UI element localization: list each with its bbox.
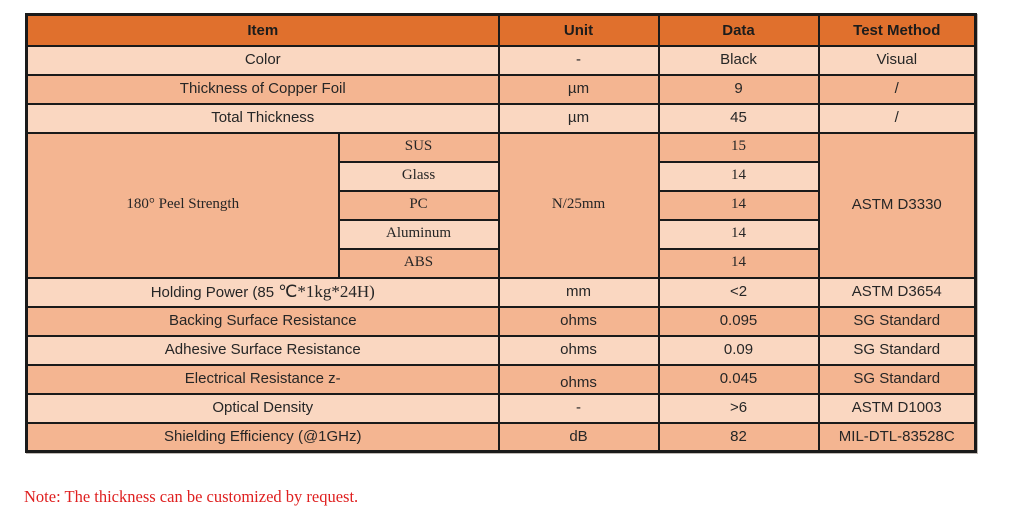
adhesive-resistance-unit-cell: ohms [499, 336, 659, 365]
peel-value-pc-cell: 14 [659, 191, 819, 220]
color-unit-cell: - [499, 46, 659, 75]
electrical-resistance-unit-text: ohms [560, 374, 597, 392]
row-total-thickness [27, 104, 976, 133]
color-method-cell: Visual [819, 46, 976, 75]
optical-density-data-cell: >6 [659, 394, 819, 423]
row-backing-resistance [27, 307, 976, 336]
total-thickness-unit-cell: µm [499, 104, 659, 133]
row-adhesive-resistance [27, 336, 976, 365]
peel-value-aluminum-cell: 14 [659, 220, 819, 249]
copper-foil-data-cell: 9 [659, 75, 819, 104]
copper-foil-method-cell: / [819, 75, 976, 104]
shielding-efficiency-item-cell: Shielding Efficiency (@1GHz) [27, 423, 499, 452]
spec-table-container [25, 13, 977, 453]
header-item: Item [27, 15, 499, 46]
optical-density-item-cell: Optical Density [27, 394, 499, 423]
header-test-method: Test Method [819, 15, 976, 46]
peel-value-abs-cell: 14 [659, 249, 819, 278]
peel-substrate-pc-cell: PC [339, 191, 499, 220]
backing-resistance-method-cell: SG Standard [819, 307, 976, 336]
adhesive-resistance-method-cell: SG Standard [819, 336, 976, 365]
row-shielding-efficiency [27, 423, 976, 452]
electrical-resistance-item-cell: Electrical Resistance z- [27, 365, 499, 394]
total-thickness-data-cell: 45 [659, 104, 819, 133]
peel-substrate-sus-cell: SUS [339, 133, 499, 162]
holding-power-item-cell [27, 278, 499, 307]
peel-value-glass-cell: 14 [659, 162, 819, 191]
optical-density-method-cell: ASTM D1003 [819, 394, 976, 423]
peel-substrate-aluminum-cell: Aluminum [339, 220, 499, 249]
row-electrical-resistance [27, 365, 976, 394]
row-copper-foil [27, 75, 976, 104]
shielding-efficiency-data-cell: 82 [659, 423, 819, 452]
peel-value-sus-cell: 15 [659, 133, 819, 162]
peel-substrate-glass-cell: Glass [339, 162, 499, 191]
customization-note: Note: The thickness can be customized by request. [24, 487, 359, 506]
peel-strength-method-cell: ASTM D3330 [819, 133, 976, 278]
electrical-resistance-data-cell: 0.045 [659, 365, 819, 394]
backing-resistance-item-cell: Backing Surface Resistance [27, 307, 499, 336]
holding-power-data-cell: <2 [659, 278, 819, 307]
backing-resistance-data-cell: 0.095 [659, 307, 819, 336]
holding-power-label-serif: ℃*1kg*24H) [278, 282, 375, 302]
header-unit: Unit [499, 15, 659, 46]
shielding-efficiency-method-cell: MIL-DTL-83528C [819, 423, 976, 452]
electrical-resistance-unit-cell [499, 365, 659, 394]
holding-power-unit-cell: mm [499, 278, 659, 307]
row-optical-density [27, 394, 976, 423]
peel-strength-item-cell: 180° Peel Strength [27, 133, 339, 278]
color-item-cell: Color [27, 46, 499, 75]
copper-foil-item-cell: Thickness of Copper Foil [27, 75, 499, 104]
copper-foil-unit-cell: µm [499, 75, 659, 104]
header-row [27, 15, 976, 46]
peel-substrate-abs-cell: ABS [339, 249, 499, 278]
peel-strength-unit-cell: N/25mm [499, 133, 659, 278]
holding-power-method-cell: ASTM D3654 [819, 278, 976, 307]
adhesive-resistance-item-cell: Adhesive Surface Resistance [27, 336, 499, 365]
header-data: Data [659, 15, 819, 46]
row-color [27, 46, 976, 75]
holding-power-label-sans: Holding Power (85 [150, 284, 279, 302]
spec-table [25, 13, 977, 453]
row-peel-sus [27, 133, 976, 162]
backing-resistance-unit-cell: ohms [499, 307, 659, 336]
adhesive-resistance-data-cell: 0.09 [659, 336, 819, 365]
row-holding-power [27, 278, 976, 307]
color-data-cell: Black [659, 46, 819, 75]
shielding-efficiency-unit-cell: dB [499, 423, 659, 452]
total-thickness-item-cell: Total Thickness [27, 104, 499, 133]
optical-density-unit-cell: - [499, 394, 659, 423]
electrical-resistance-method-cell: SG Standard [819, 365, 976, 394]
total-thickness-method-cell: / [819, 104, 976, 133]
